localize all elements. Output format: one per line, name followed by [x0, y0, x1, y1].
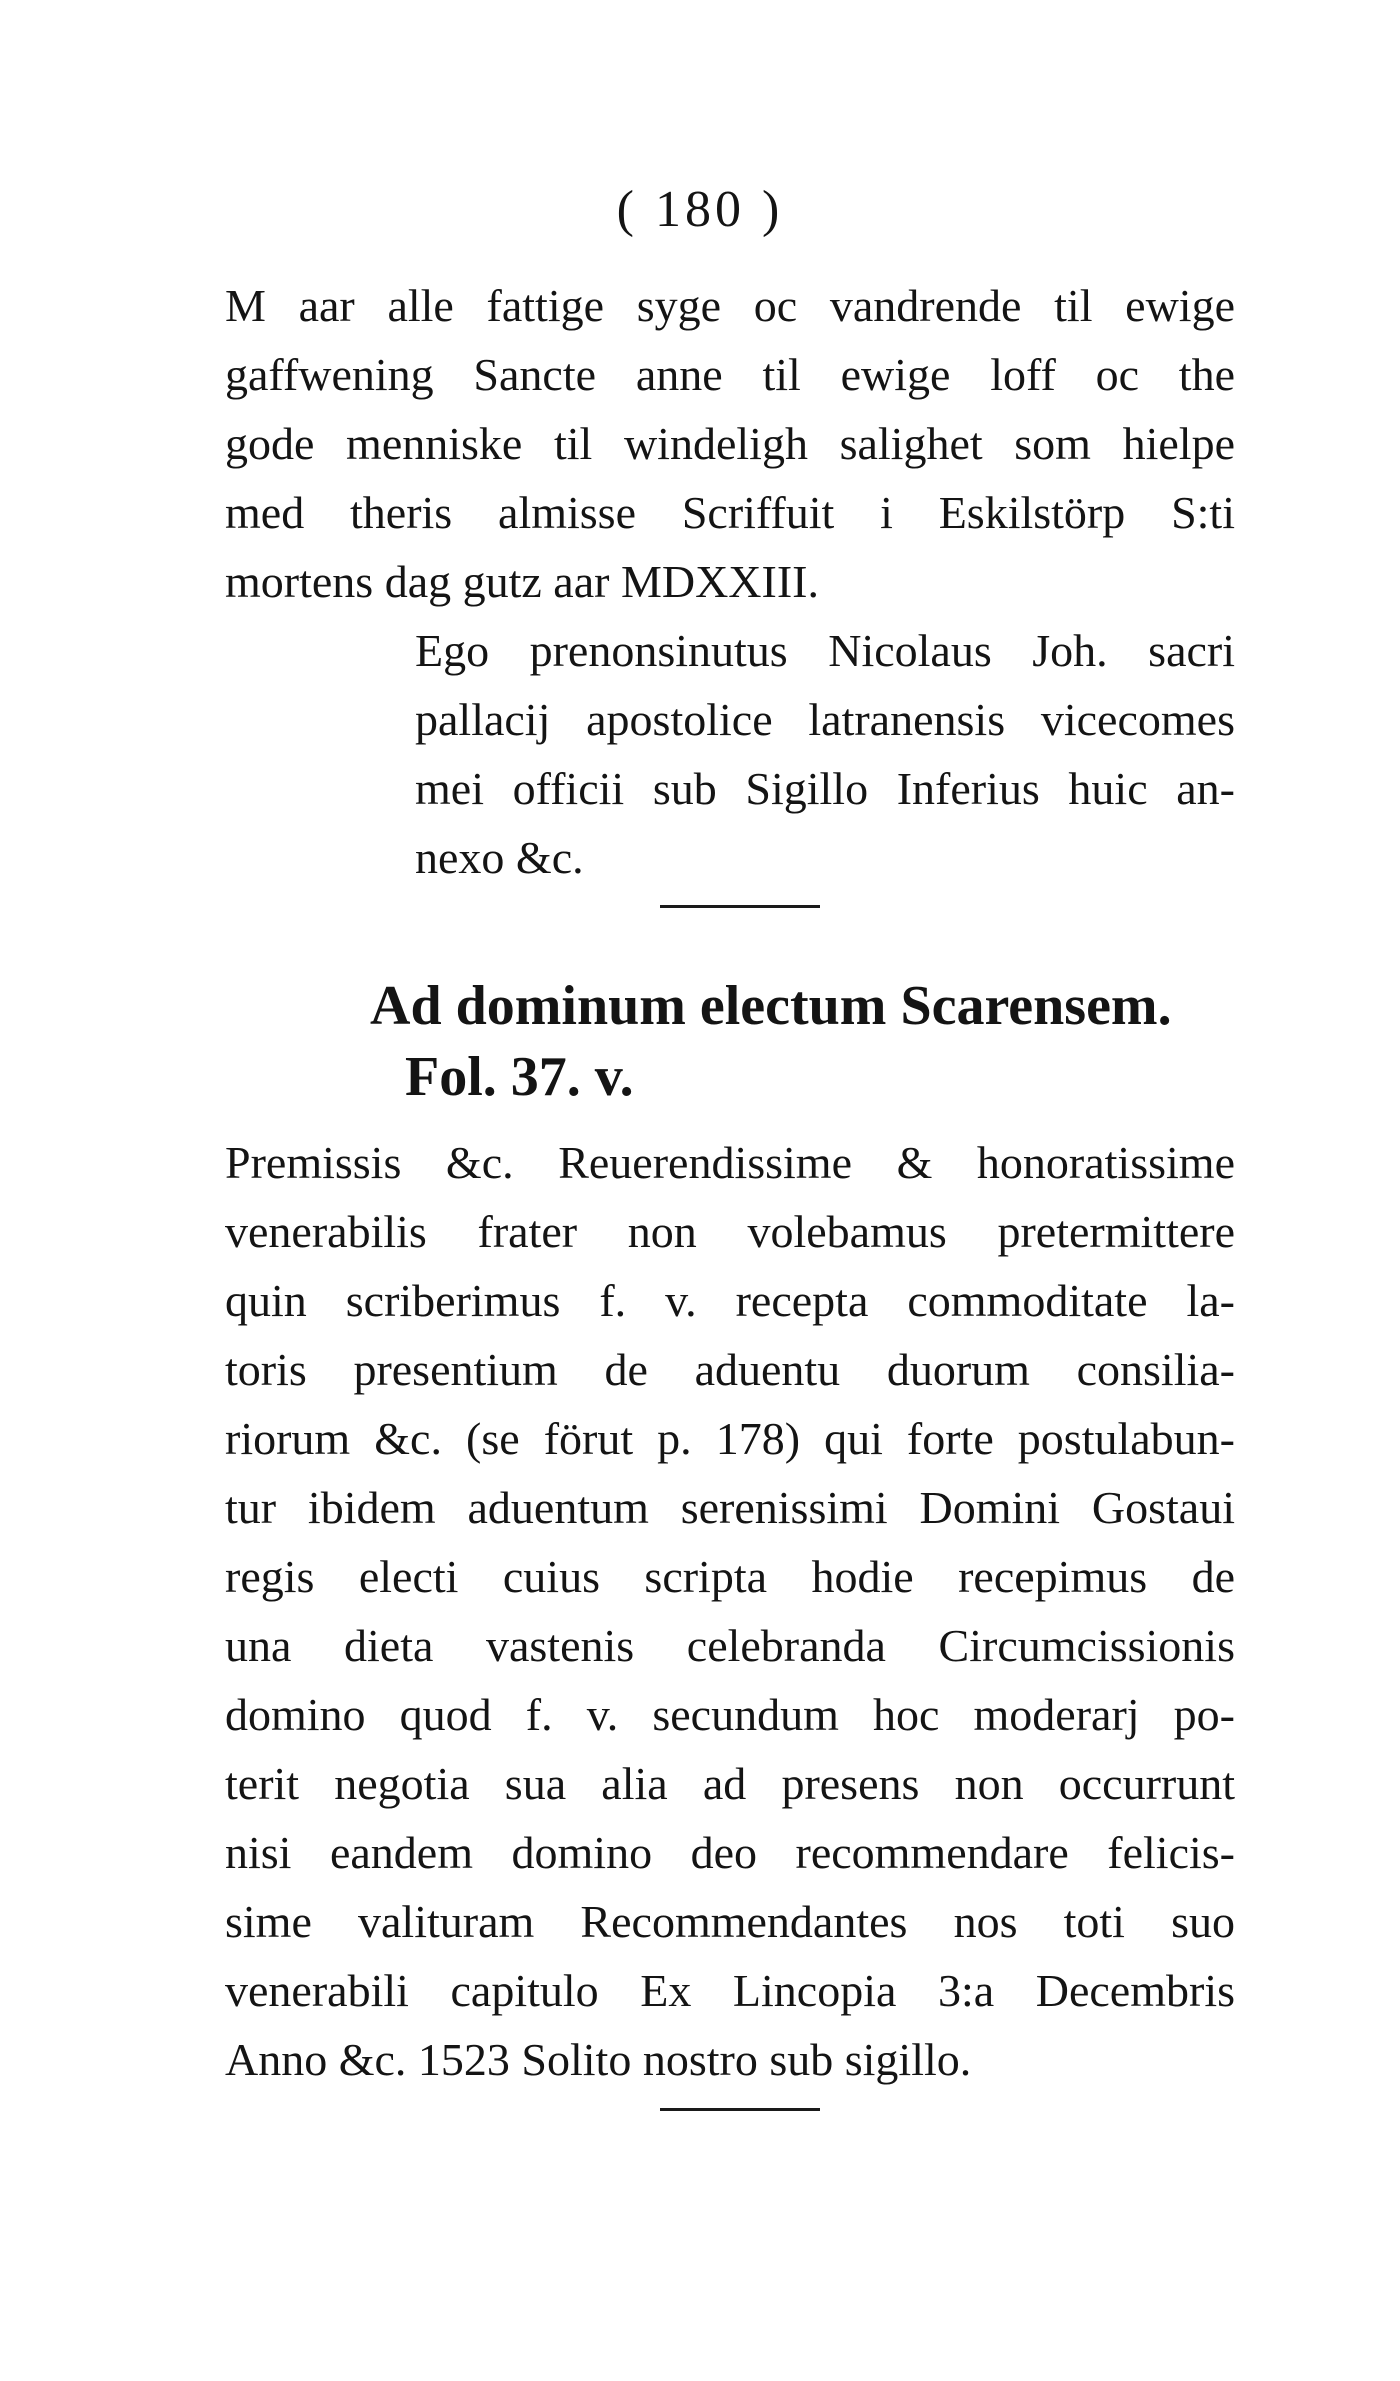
text-line: mei officii sub Sigillo Inferius huic an- [415, 763, 1235, 814]
text-line: terit negotia sua alia ad presens non occurrunt [225, 1758, 1235, 1809]
text-line: Premissis &c. Reuerendissime & honoratissime [225, 1137, 1235, 1188]
text-line: nisi eandem domino deo recommendare felicis- [225, 1827, 1235, 1878]
text-line: quin scriberimus f. v. recepta commoditate la- [225, 1275, 1235, 1326]
text-line: mortens dag gutz aar MDXXIII. [225, 556, 819, 607]
closing-divider [660, 2108, 820, 2111]
text-line: med theris almisse Scriffuit i Eskilstörp S:ti [225, 487, 1235, 538]
text-line: Ego prenonsinutus Nicolaus Joh. sacri [415, 625, 1235, 676]
text-line: sime valituram Recommendantes nos toti suo [225, 1896, 1235, 1947]
text-line: domino quod f. v. secundum hoc moderarj po- [225, 1689, 1235, 1740]
text-line: regis electi cuius scripta hodie recepimus de [225, 1551, 1235, 1602]
text-line: venerabilis frater non volebamus pretermittere [225, 1206, 1235, 1257]
text-line: pallacij apostolice latranensis vicecomes [415, 694, 1235, 745]
text-line: gaffwening Sancte anne til ewige loff oc the [225, 349, 1235, 400]
page-number: ( 180 ) [616, 181, 784, 238]
text-line: Anno &c. 1523 Solito nostro sub sigillo. [225, 2034, 972, 2085]
text-line: tur ibidem aduentum serenissimi Domini Gostaui [225, 1482, 1235, 1533]
text-line: gode menniske til windeligh salighet som hielpe [225, 418, 1235, 469]
text-line: riorum &c. (se förut p. 178) qui forte postulabun- [225, 1413, 1235, 1464]
section-heading: Ad dominum electum Scarensem. [370, 975, 1172, 1037]
text-line: venerabili capitulo Ex Lincopia 3:a Decembris [225, 1965, 1235, 2016]
text-line: toris presentium de aduentu duorum consilia- [225, 1344, 1235, 1395]
folio-reference: Fol. 37. v. [405, 1046, 634, 1108]
text-line: M aar alle fattige syge oc vandrende til ewige [225, 280, 1235, 331]
text-line: una dieta vastenis celebranda Circumcissionis [225, 1620, 1235, 1671]
section-divider [660, 905, 820, 908]
text-line: nexo &c. [415, 832, 584, 883]
